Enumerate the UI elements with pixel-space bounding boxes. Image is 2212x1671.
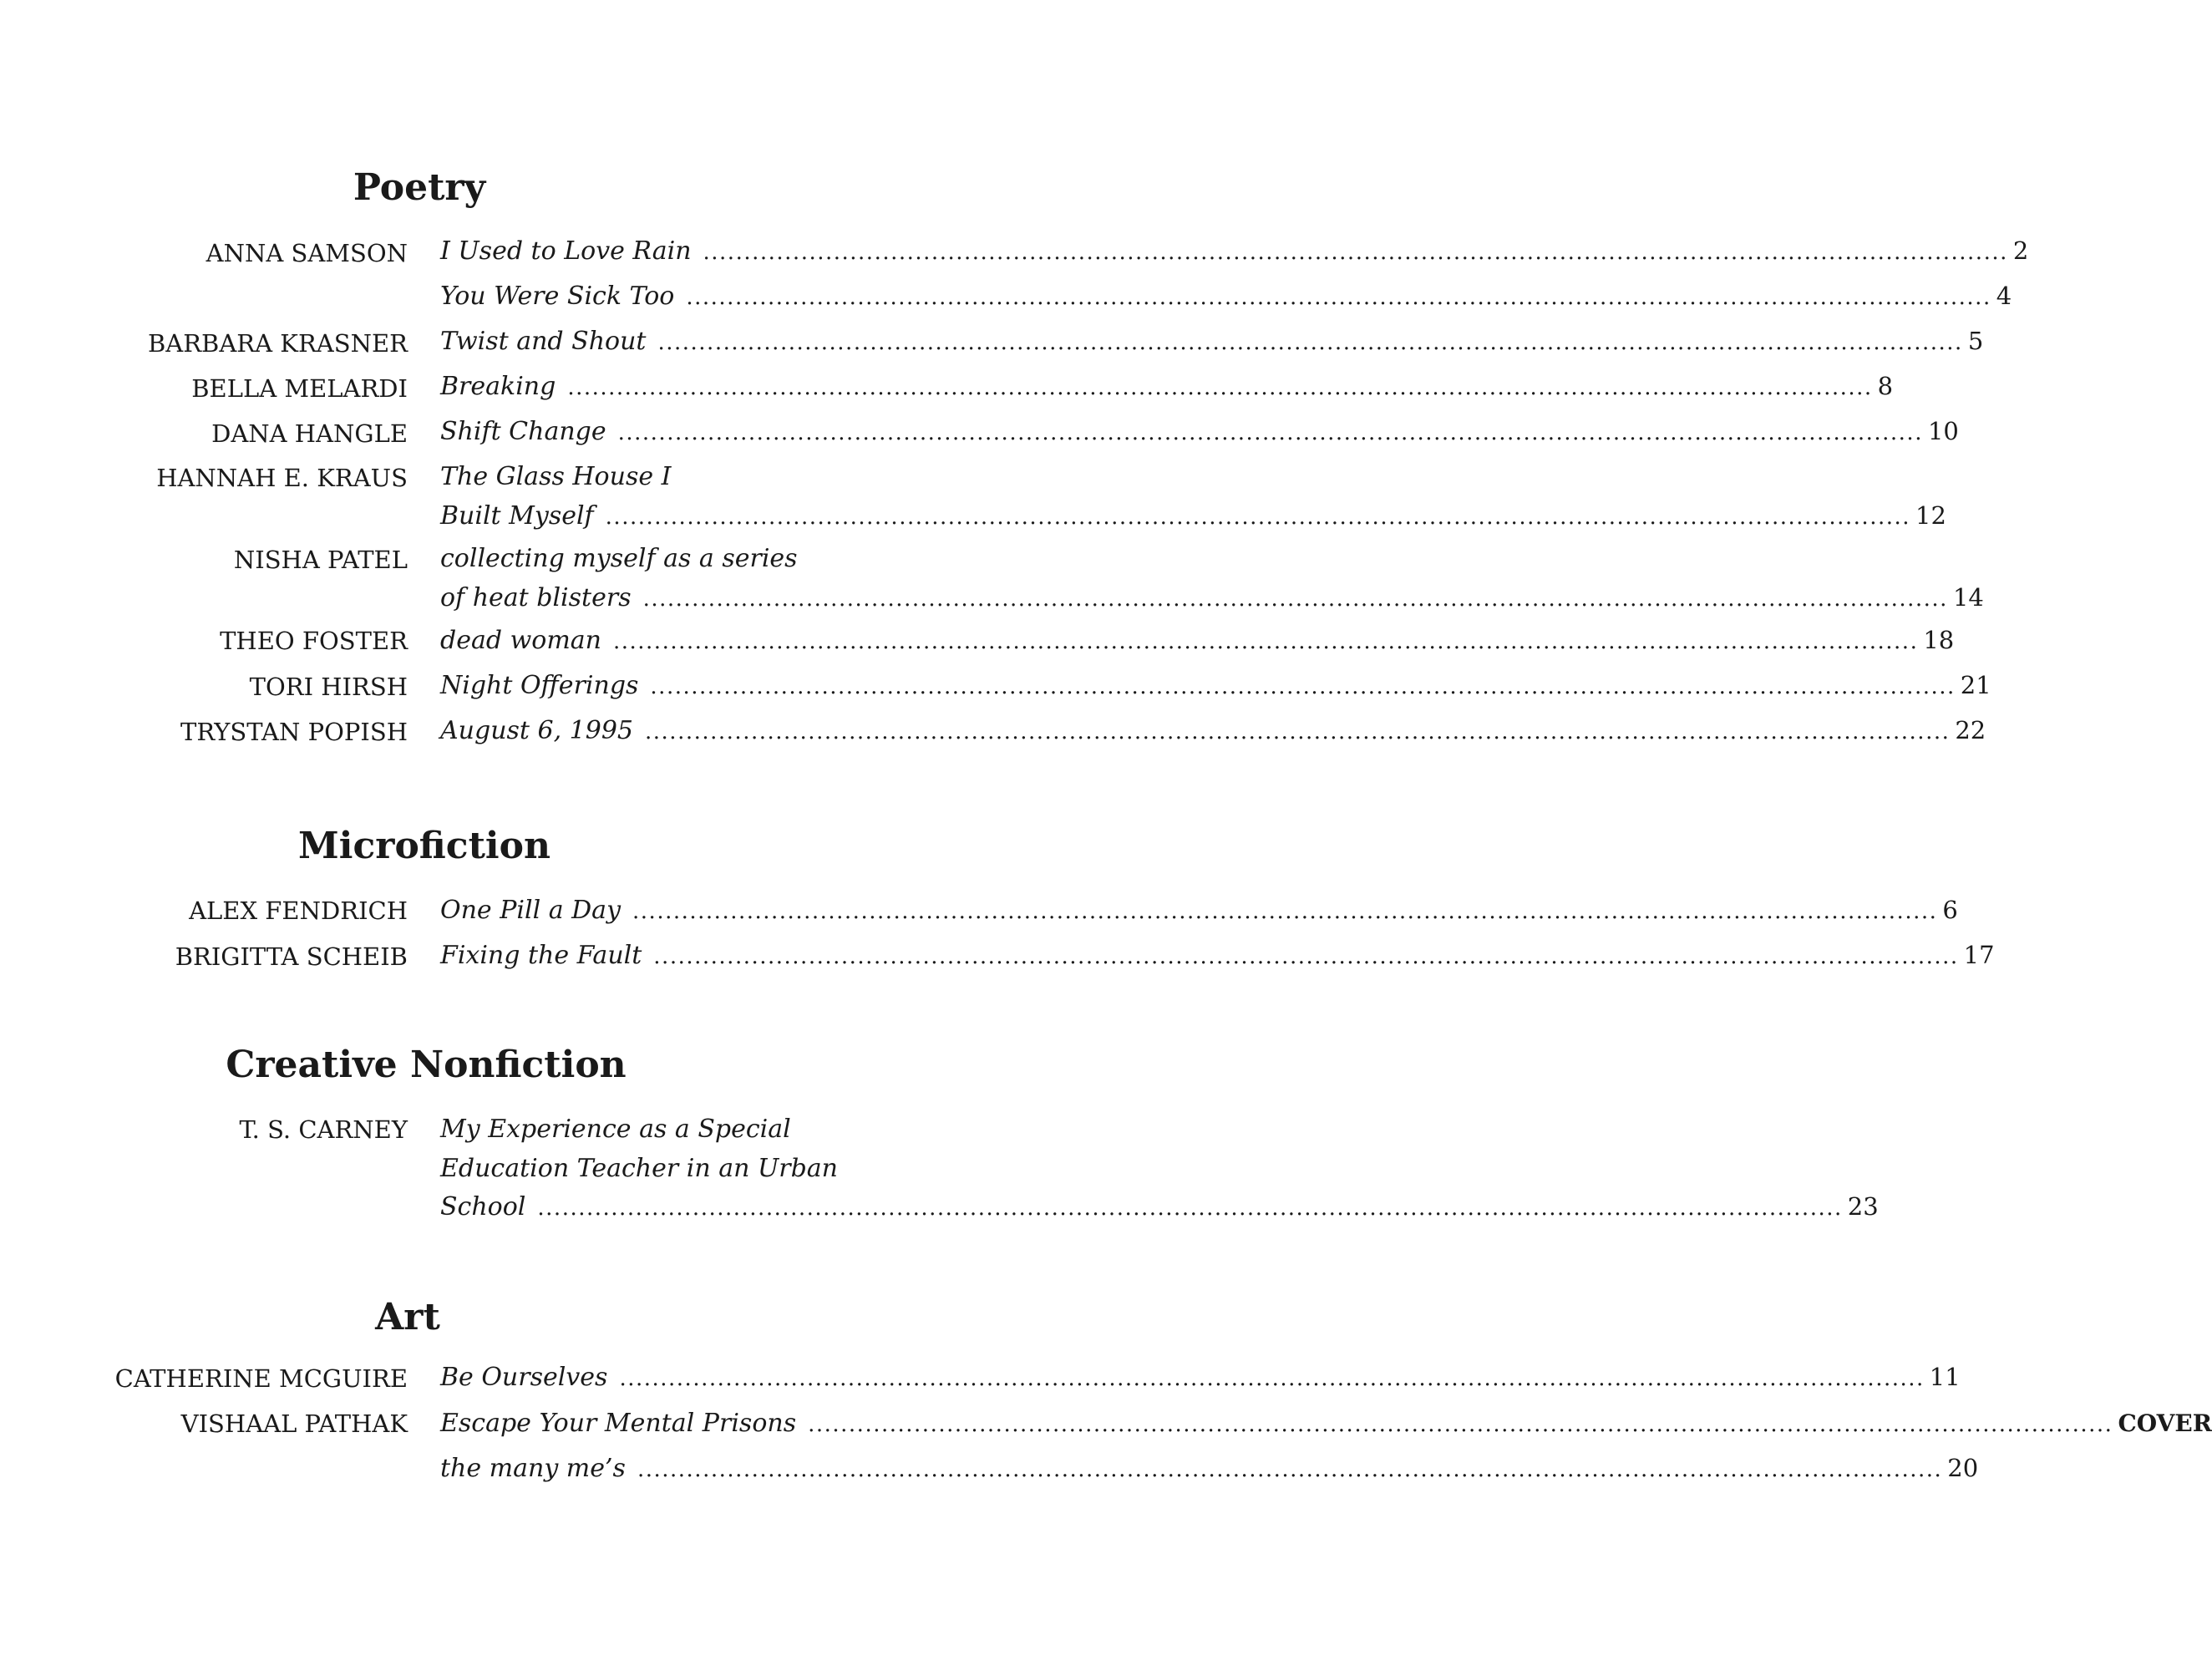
section-heading-creative-nonfiction: Creative Nonfiction [226,1044,627,1086]
page-number: 6 [1942,896,1958,924]
page-number: 21 [1960,671,1991,699]
toc-entry[interactable] [440,896,1958,932]
entry-title: The Glass House I [440,462,672,491]
entry-title: I Used to Love Rain [440,236,692,266]
toc-entry[interactable] [440,1192,1879,1228]
entry-title: My Experience as a Special [440,1115,791,1144]
page-number: 14 [1952,583,1984,612]
dot-leader: ................................................................................................................................................................ [650,674,1956,699]
entry-title: Built Myself [440,501,594,531]
toc-entry[interactable] [440,716,1986,752]
entry-title: of heat blisters [440,583,632,612]
toc-entry[interactable] [440,1454,1979,1490]
page-number: 5 [1967,327,1984,355]
toc-entry[interactable] [440,282,2012,317]
page-number: 2 [2012,236,2029,265]
author-name: ALEX FENDRICH [189,896,408,925]
dot-leader: ................................................................................................................................................................ [653,944,1959,969]
toc-entry[interactable] [440,501,1946,537]
dot-leader: ................................................................................................................................................................ [617,420,1923,445]
author-name: ANNA SAMSON [205,239,408,267]
toc-entry[interactable] [440,236,2029,272]
toc-entry[interactable] [440,372,1894,408]
dot-leader: ................................................................................................................................................................ [619,1366,1925,1391]
dot-leader: ................................................................................................................................................................ [686,285,1991,310]
entry-title: Night Offerings [440,671,639,700]
dot-leader: ................................................................................................................................................................ [637,1457,1943,1482]
entry-title: August 6, 1995 [440,716,634,745]
entry-title: School [440,1192,526,1222]
entry-title: Breaking [440,372,556,401]
author-name: VISHAAL PATHAK [180,1409,408,1438]
author-name: TORI HIRSH [249,673,408,701]
entry-title: collecting myself as a series [440,544,798,573]
author-name: THEO FOSTER [220,627,408,655]
page-number: 22 [1955,716,1986,744]
dot-leader: ................................................................................................................................................................ [642,587,1948,612]
dot-leader: ................................................................................................................................................................ [632,899,1938,924]
dot-leader: ................................................................................................................................................................ [645,719,1951,744]
toc-entry[interactable] [440,1409,2212,1445]
toc-entry-line[interactable] [440,546,964,580]
toc-entry[interactable] [440,671,1991,707]
dot-leader: ................................................................................................................................................................ [703,240,2008,265]
author-name: T. S. CARNEY [239,1115,408,1144]
toc-entry-line[interactable] [440,462,964,498]
author-name: DANA HANGLE [211,419,408,448]
entry-title: Fixing the Fault [440,941,642,970]
entry-title: dead woman [440,626,601,655]
entry-title: the many me’s [440,1454,626,1483]
entry-title: Be Ourselves [440,1363,608,1392]
entry-title: Education Teacher in an Urban [440,1154,838,1183]
author-name: TRYSTAN POPISH [180,718,408,746]
toc-entry[interactable] [440,1363,1961,1399]
page-number: 8 [1877,372,1894,400]
page-number: COVER [2118,1409,2212,1437]
entry-title: Shift Change [440,417,606,446]
dot-leader: ................................................................................................................................................................ [567,375,1873,400]
page-number: 17 [1963,941,1995,969]
toc-entry[interactable] [440,327,1984,363]
dot-leader: ................................................................................................................................................................ [537,1196,1843,1221]
author-name: BELLA MELARDI [191,374,408,403]
author-name: HANNAH E. KRAUS [156,464,408,492]
author-name: BARBARA KRASNER [147,329,408,358]
toc-entry[interactable] [440,583,1984,619]
author-name: NISHA PATEL [233,546,408,574]
page-number: 12 [1915,501,1946,530]
dot-leader: ................................................................................................................................................................ [808,1412,2113,1437]
page-number: 4 [1996,282,2012,310]
author-name: BRIGITTA SCHEIB [175,942,408,971]
toc-entry[interactable] [440,941,1995,977]
author-name: CATHERINE MCGUIRE [114,1364,408,1393]
section-heading-poetry: Poetry [353,166,486,209]
page-number: 20 [1947,1454,1979,1482]
toc-entry[interactable] [440,417,1959,453]
page-number: 18 [1923,626,1955,654]
page-number: 23 [1847,1192,1879,1221]
entry-title: You Were Sick Too [440,282,675,311]
entry-title: One Pill a Day [440,896,621,925]
page-number: 10 [1927,417,1959,445]
section-heading-microfiction: Microfiction [298,825,550,867]
section-heading-art: Art [375,1296,440,1338]
dot-leader: ................................................................................................................................................................ [612,629,1919,654]
toc-entry[interactable] [440,626,1955,662]
dot-leader: ................................................................................................................................................................ [657,330,1963,355]
dot-leader: ................................................................................................................................................................ [605,505,1911,530]
toc-entry-line[interactable] [440,1117,964,1150]
entry-title: Twist and Shout [440,327,647,356]
entry-title: Escape Your Mental Prisons [440,1409,797,1438]
toc-entry-line[interactable] [440,1156,964,1190]
page-number: 11 [1929,1363,1961,1391]
